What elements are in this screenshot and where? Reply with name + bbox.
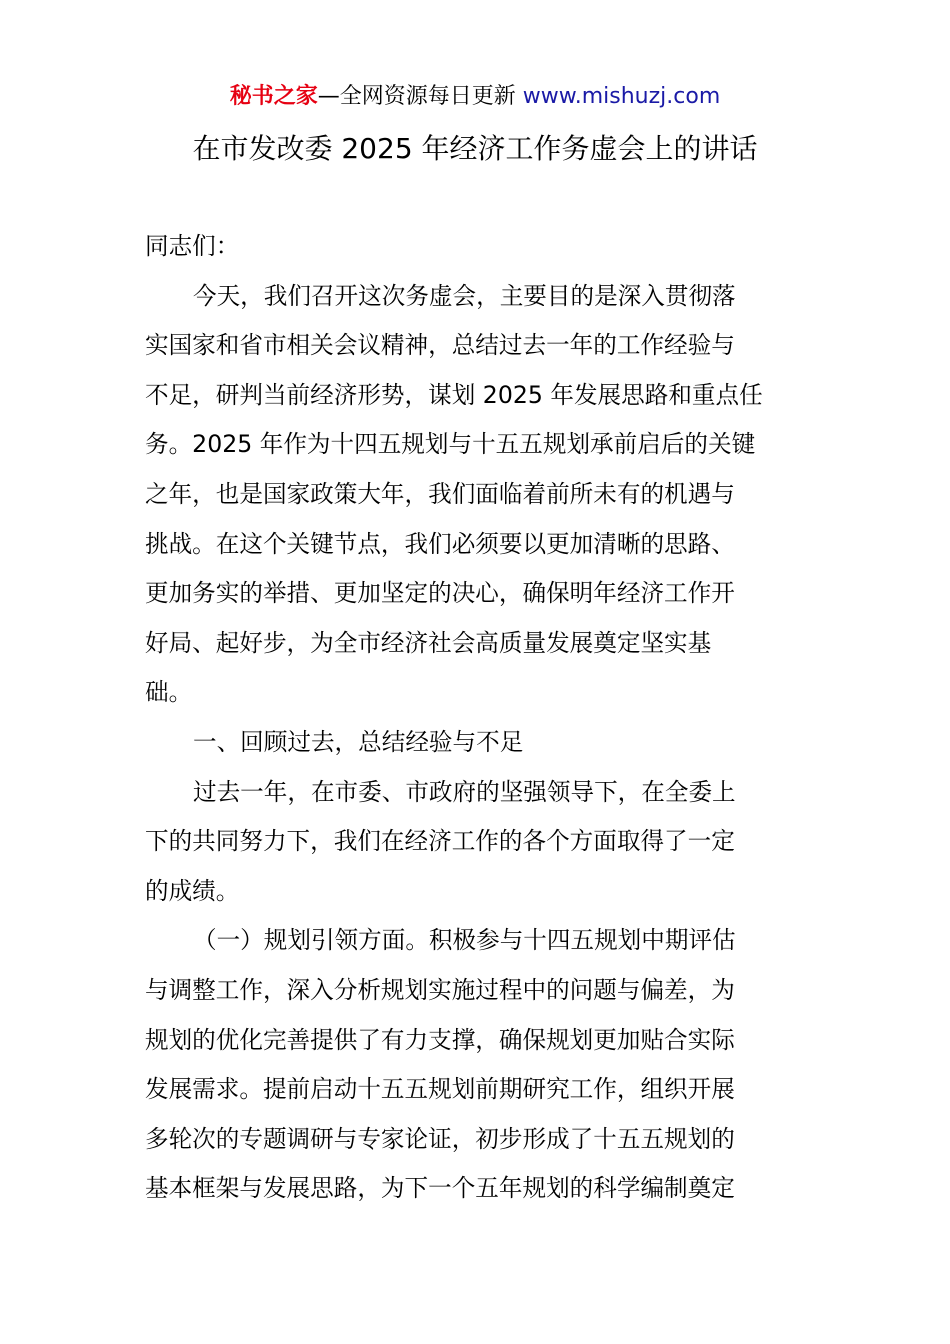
text-line: 今天，我们召开这次务虚会，主要目的是深入贯彻落 xyxy=(193,281,736,310)
text-line: 务。2025 年作为十四五规划与十五五规划承前启后的关键 xyxy=(145,430,756,459)
text-line: 同志们： xyxy=(145,232,240,260)
text-line: 过去一年，在市委、市政府的坚强领导下，在全委上 xyxy=(193,777,736,806)
text-line: 更加务实的举措、更加坚定的决心，确保明年经济工作开 xyxy=(145,579,735,608)
site-tagline: —全网资源每日更新 xyxy=(317,84,523,109)
site-brand: 秘书之家 xyxy=(229,84,318,109)
document-body xyxy=(145,222,807,1214)
text-line: 一、回顾过去，总结经验与不足 xyxy=(193,727,524,756)
text-line: 多轮次的专题调研与专家论证，初步形成了十五五规划的 xyxy=(145,1124,735,1153)
text-line: 之年，也是国家政策大年，我们面临着前所未有的机遇与 xyxy=(145,479,735,508)
text-line: 下的共同努力下，我们在经济工作的各个方面取得了一定 xyxy=(145,827,735,856)
document-title: 在市发改委 2025 年经济工作务虚会上的讲话 xyxy=(192,132,758,165)
text-line: 基本框架与发展思路，为下一个五年规划的科学编制奠定 xyxy=(145,1174,735,1203)
text-line: 的成绩。 xyxy=(145,876,240,905)
text-line: 规划的优化完善提供了有力支撑，确保规划更加贴合实际 xyxy=(145,1025,735,1054)
text-line: 发展需求。提前启动十五五规划前期研究工作，组织开展 xyxy=(145,1075,735,1104)
text-line: 与调整工作，深入分析规划实施过程中的问题与偏差，为 xyxy=(145,975,735,1004)
site-url-link[interactable]: www.mishuzj.com xyxy=(522,84,721,109)
text-line: 础。 xyxy=(145,678,193,707)
text-line: 实国家和省市相关会议精神，总结过去一年的工作经验与 xyxy=(145,331,735,360)
text-line: （一）规划引领方面。积极参与十四五规划中期评估 xyxy=(193,926,736,955)
text-line: 好局、起好步，为全市经济社会高质量发展奠定坚实基 xyxy=(145,628,712,657)
text-line: 挑战。在这个关键节点，我们必须要以更加清晰的思路、 xyxy=(145,529,735,558)
site-header xyxy=(0,80,950,114)
text-line: 不足，研判当前经济形势，谋划 2025 年发展思路和重点任 xyxy=(145,380,763,409)
